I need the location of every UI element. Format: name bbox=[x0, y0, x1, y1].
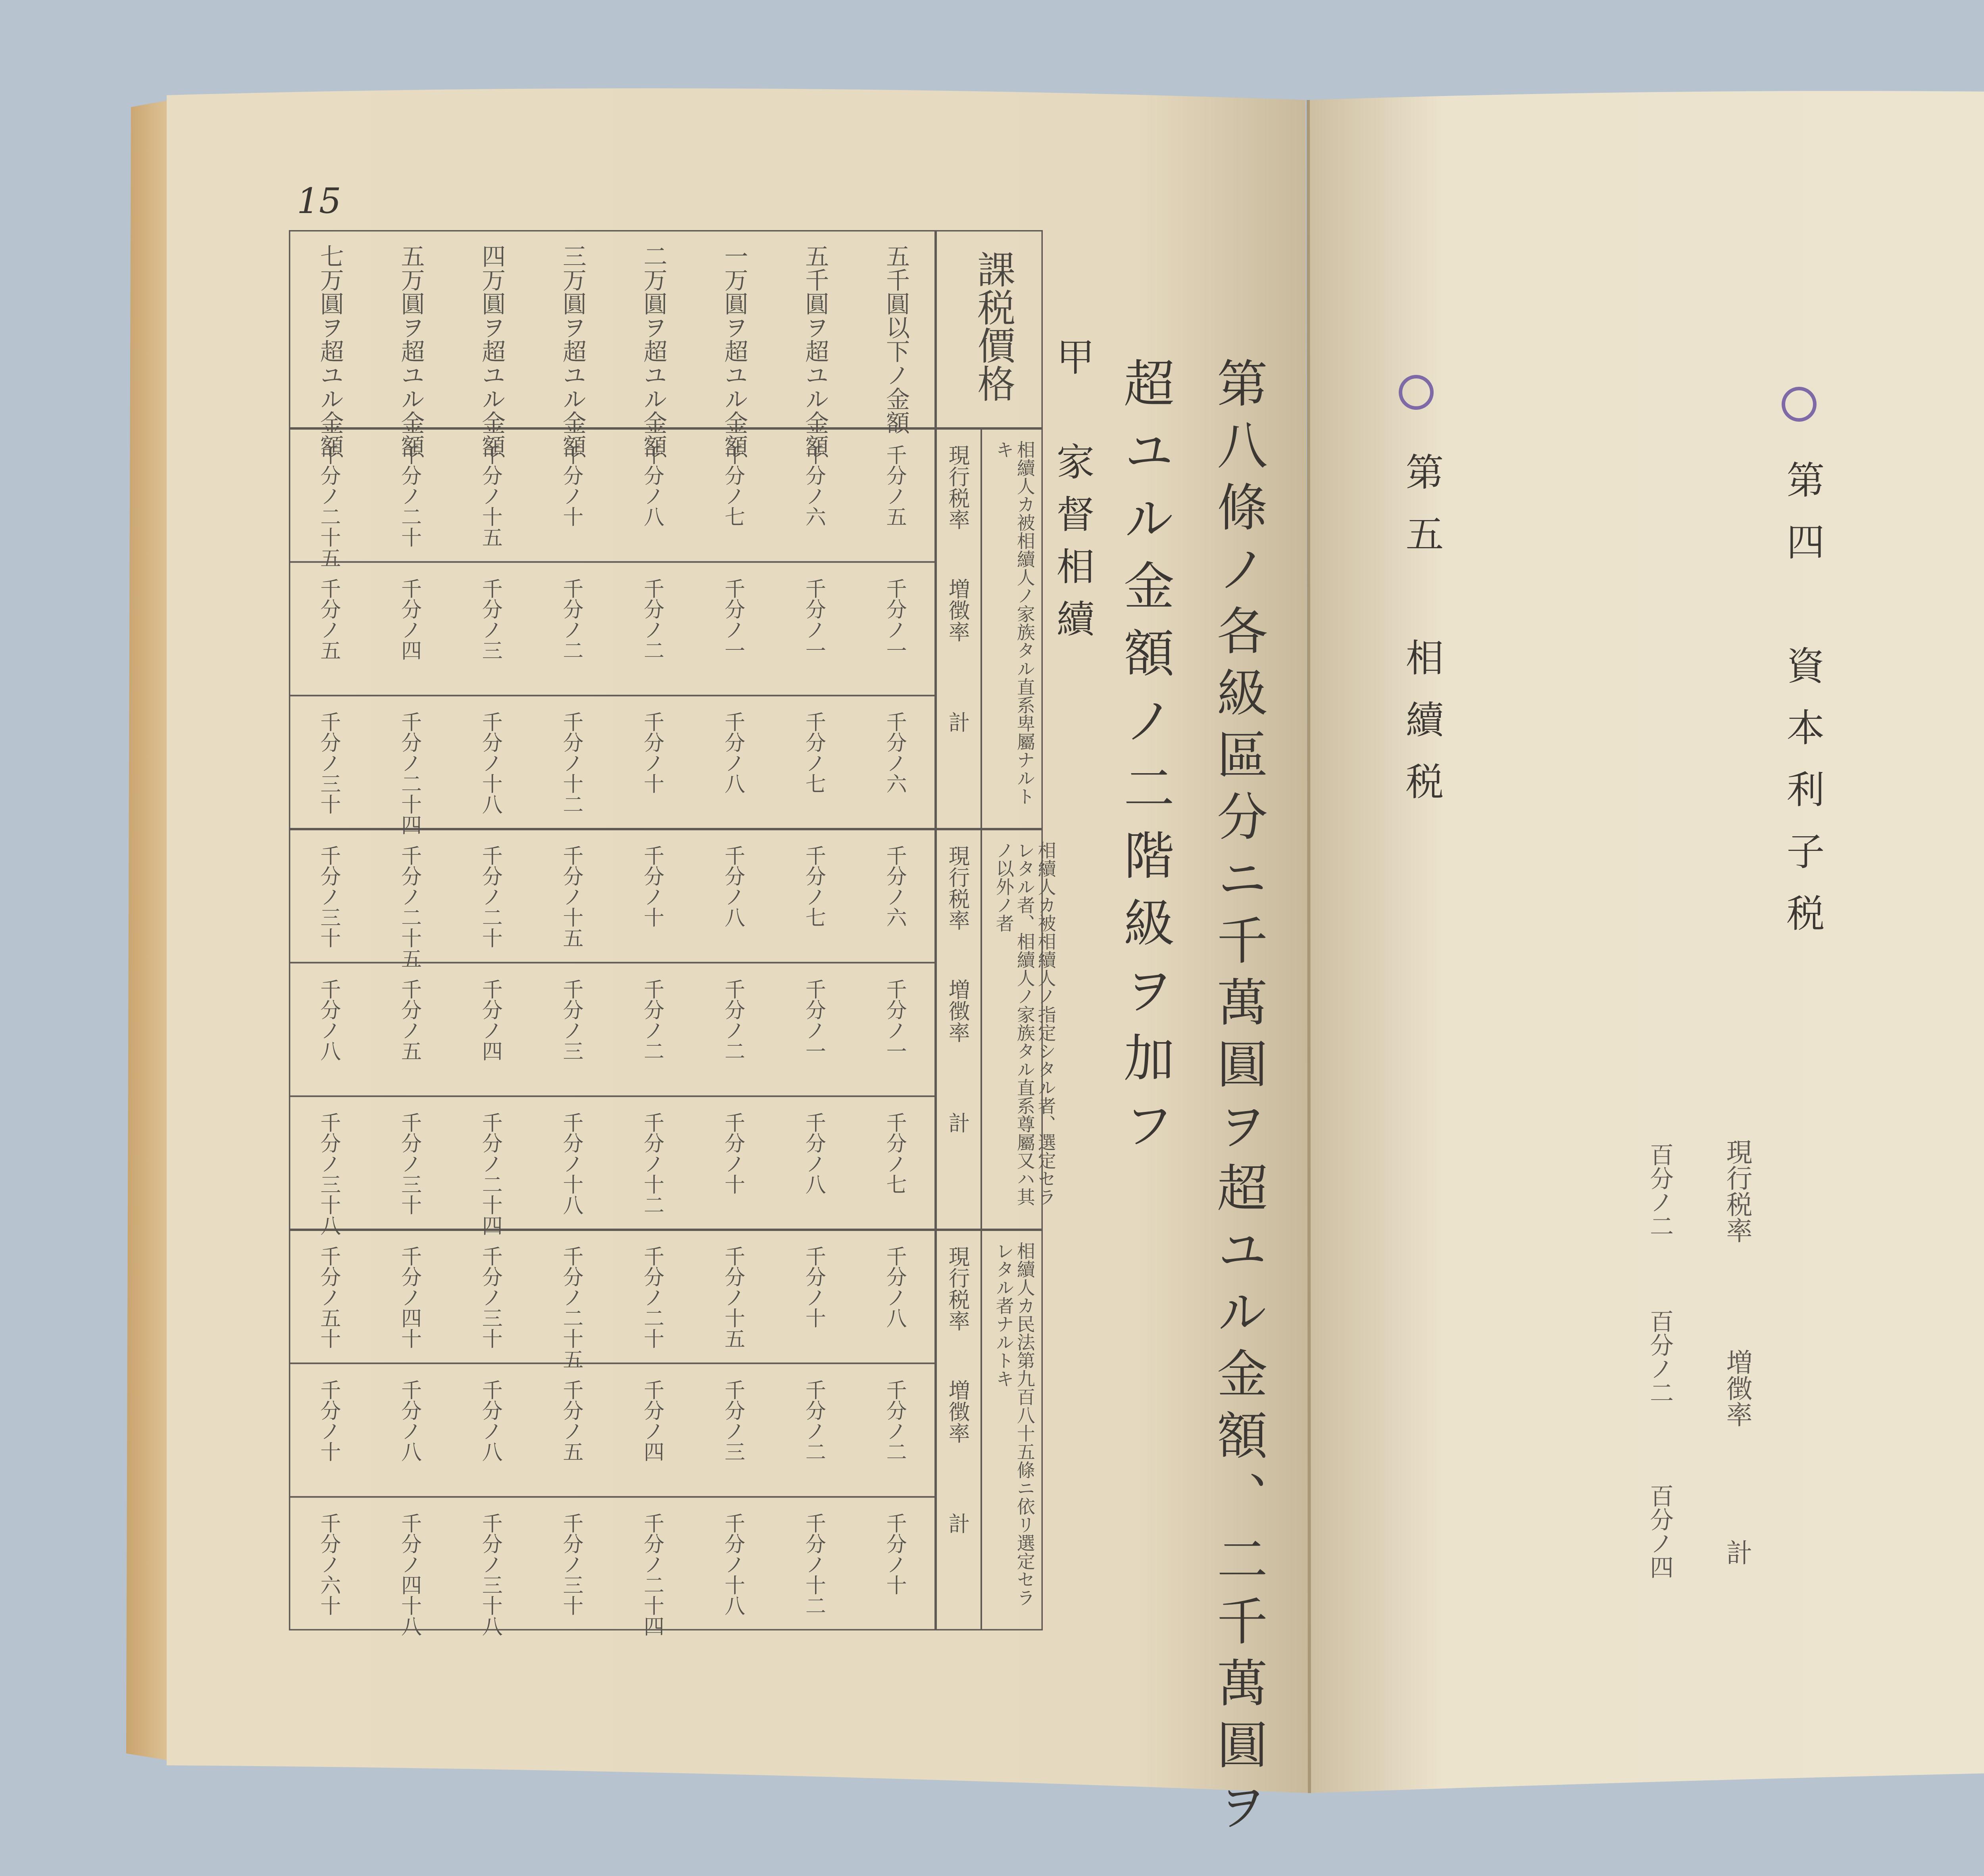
gutter-fold bbox=[1308, 100, 1309, 1793]
table-cell: 千分ノ五 bbox=[397, 978, 421, 1061]
s4-header-increase: 増徴率 bbox=[1722, 1349, 1752, 1427]
table-column-header: 計 bbox=[945, 711, 970, 733]
table-cell: 千分ノ二十四 bbox=[640, 1513, 664, 1637]
table-column-header: 増徴率 bbox=[945, 578, 970, 642]
table-cell: 千分ノ三十 bbox=[316, 845, 340, 948]
s4-header-rate: 現行税率 bbox=[1722, 1139, 1752, 1243]
inheritance-tax-table bbox=[289, 230, 1057, 1637]
section-heading-katoku: 甲 家督相續 bbox=[1050, 337, 1095, 651]
table-cell: 千分ノ三 bbox=[721, 1379, 745, 1462]
table-cell: 千分ノ三十八 bbox=[478, 1513, 502, 1637]
table-row-header: 五千圓以下ノ金額 bbox=[882, 244, 910, 434]
s4-total: 百分ノ四 bbox=[1646, 1484, 1674, 1579]
table-cell: 千分ノ六 bbox=[802, 444, 826, 527]
table-cell: 千分ノ十八 bbox=[721, 1513, 745, 1616]
table-column-header: 計 bbox=[945, 1513, 970, 1534]
table-cell: 千分ノ三 bbox=[559, 978, 583, 1061]
table-cell: 千分ノ一 bbox=[802, 578, 826, 661]
page-number-left: 15 bbox=[297, 180, 341, 221]
table-cell: 千分ノ二十 bbox=[640, 1246, 664, 1349]
article-text-line2: 超ユル金額ノ二階級ヲ加フ bbox=[1115, 357, 1174, 1166]
table-cell: 千分ノ七 bbox=[721, 444, 745, 527]
table-cell: 千分ノ三 bbox=[478, 578, 502, 661]
table-cell: 千分ノ五 bbox=[316, 578, 340, 661]
table-cell: 千分ノ十 bbox=[316, 1379, 340, 1462]
table-cell: 千分ノ六 bbox=[882, 845, 907, 927]
table-row-header: 二万圓ヲ超ユル金額 bbox=[639, 244, 667, 458]
table-cell: 千分ノ八 bbox=[802, 1112, 826, 1195]
table-cell: 千分ノ三十八 bbox=[316, 1112, 340, 1236]
table-cell: 千分ノ五 bbox=[882, 444, 907, 527]
table-cell: 千分ノ二 bbox=[802, 1379, 826, 1462]
table-cell: 千分ノ二十五 bbox=[397, 845, 421, 969]
table-cell: 千分ノ二 bbox=[640, 978, 664, 1061]
table-row-header: 一万圓ヲ超ユル金額 bbox=[720, 244, 748, 458]
table-cell: 千分ノ五十 bbox=[316, 1246, 340, 1349]
table-cell: 千分ノ四 bbox=[397, 578, 421, 661]
table-cell: 千分ノ十五 bbox=[478, 444, 502, 547]
table-cell: 千分ノ六十 bbox=[316, 1513, 340, 1616]
table-cell: 千分ノ十 bbox=[640, 711, 664, 794]
table-cell: 千分ノ一 bbox=[802, 978, 826, 1061]
section-sozoku: 第五 相續税 bbox=[1400, 452, 1444, 824]
table-row-header: 四万圓ヲ超ユル金額 bbox=[478, 244, 506, 458]
table-cell: 千分ノ四十 bbox=[397, 1246, 421, 1349]
table-cell: 千分ノ二 bbox=[640, 578, 664, 661]
table-cell: 千分ノ十五 bbox=[559, 845, 583, 948]
table-cell: 千分ノ四 bbox=[478, 978, 502, 1061]
table-cell: 千分ノ十二 bbox=[640, 1112, 664, 1215]
section-shihon-rishi: 第四 資本利子税 bbox=[1780, 460, 1825, 955]
table-cell: 千分ノ七 bbox=[802, 845, 826, 927]
table-cell: 千分ノ二十四 bbox=[478, 1112, 502, 1236]
table-cell: 千分ノ七 bbox=[802, 711, 826, 794]
table-group-condition: 相續人カ被相續人ノ家族タル直系卑屬ナルトキ bbox=[993, 440, 1036, 805]
table-cell: 千分ノ二 bbox=[882, 1379, 907, 1462]
s4-header-total: 計 bbox=[1722, 1539, 1752, 1565]
table-cell: 千分ノ八 bbox=[882, 1246, 907, 1328]
table-cell: 千分ノ十八 bbox=[478, 711, 502, 815]
table-column-header: 計 bbox=[945, 1112, 970, 1134]
table-cell: 千分ノ十 bbox=[721, 1112, 745, 1195]
table-row-header: 五千圓ヲ超ユル金額 bbox=[801, 244, 829, 458]
table-cell: 千分ノ一 bbox=[882, 978, 907, 1061]
table-column-header: 現行税率 bbox=[945, 444, 970, 530]
table-cell: 千分ノ三十 bbox=[397, 1112, 421, 1215]
table-row-header: 三万圓ヲ超ユル金額 bbox=[559, 244, 587, 458]
s4-increase: 百分ノ二 bbox=[1646, 1309, 1674, 1404]
table-cell: 千分ノ十五 bbox=[721, 1246, 745, 1349]
table-cell: 千分ノ八 bbox=[721, 845, 745, 927]
table-cell: 千分ノ八 bbox=[478, 1379, 502, 1462]
table-cell: 千分ノ二十 bbox=[397, 444, 421, 547]
table-cell: 千分ノ三十 bbox=[316, 711, 340, 815]
table-row-header: 五万圓ヲ超ユル金額 bbox=[397, 244, 425, 458]
table-column-header: 増徴率 bbox=[945, 978, 970, 1043]
table-cell: 千分ノ八 bbox=[640, 444, 664, 527]
table-group-condition: 相續人カ民法第九百八十五條ニ依リ選定セラレタル者ナルトキ bbox=[993, 1242, 1036, 1607]
table-cell: 千分ノ八 bbox=[721, 711, 745, 794]
table-cell: 千分ノ二十四 bbox=[397, 711, 421, 835]
table-column-header: 現行税率 bbox=[945, 845, 970, 931]
table-cell: 千分ノ八 bbox=[316, 978, 340, 1061]
table-column-header: 増徴率 bbox=[945, 1379, 970, 1444]
table-cell: 千分ノ七 bbox=[882, 1112, 907, 1195]
table-cell: 千分ノ一 bbox=[882, 578, 907, 661]
table-cell: 千分ノ四十八 bbox=[397, 1513, 421, 1637]
table-cell: 千分ノ二十五 bbox=[559, 1246, 583, 1369]
s4-rate: 百分ノ二 bbox=[1646, 1142, 1674, 1238]
table-corner-header: 課税價格 bbox=[971, 250, 1016, 402]
table-cell: 千分ノ十二 bbox=[559, 711, 583, 815]
table-cell: 千分ノ八 bbox=[397, 1379, 421, 1462]
table-group-condition: 相續人カ被相續人ノ指定シタル者、選定セラレタル者、相續人ノ家族タル直系尊屬又ハ其ノ以外ノ者 bbox=[993, 841, 1057, 1206]
table-cell: 千分ノ六 bbox=[882, 711, 907, 794]
table-cell: 千分ノ十二 bbox=[802, 1513, 826, 1616]
table-cell: 千分ノ四 bbox=[640, 1379, 664, 1462]
article-text-line1: 第八條ノ各級區分ニ千萬圓ヲ超ユル金額、二千萬圓ヲ bbox=[1208, 357, 1267, 1842]
table-cell: 千分ノ二十五 bbox=[316, 444, 340, 568]
stamp-circle-icon bbox=[1782, 387, 1817, 422]
table-cell: 千分ノ十 bbox=[802, 1246, 826, 1328]
table-cell: 千分ノ三十 bbox=[478, 1246, 502, 1349]
stamp-circle-icon bbox=[1399, 375, 1434, 410]
table-row-header: 七万圓ヲ超ユル金額 bbox=[316, 244, 344, 458]
table-cell: 千分ノ三十 bbox=[559, 1513, 583, 1616]
table-cell: 千分ノ十 bbox=[640, 845, 664, 927]
table-cell: 千分ノ二十 bbox=[478, 845, 502, 948]
table-cell: 千分ノ五 bbox=[559, 1379, 583, 1462]
table-cell: 千分ノ十八 bbox=[559, 1112, 583, 1215]
table-cell: 千分ノ十 bbox=[882, 1513, 907, 1596]
table-cell: 千分ノ二 bbox=[721, 978, 745, 1061]
table-cell: 千分ノ一 bbox=[721, 578, 745, 661]
table-cell: 千分ノ二 bbox=[559, 578, 583, 661]
table-cell: 千分ノ十 bbox=[559, 444, 583, 527]
table-column-header: 現行税率 bbox=[945, 1246, 970, 1331]
